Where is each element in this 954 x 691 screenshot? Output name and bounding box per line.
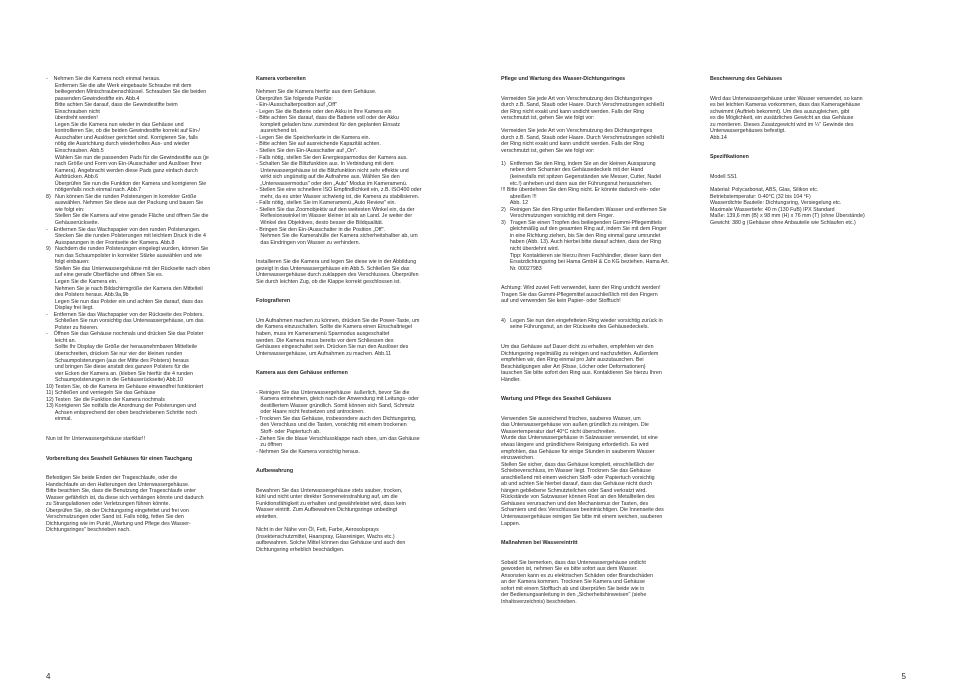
text-line: Einschrauben. Abb.5 [46, 148, 104, 155]
text-line: Inhaltsverzeichnis) beschrieben. [501, 598, 577, 605]
text-line: Vermeiden Sie jede Art von Verschmutzung des Dichtungsringes [501, 95, 653, 102]
text-line: - Falls nötig, stellen Sie den Energiesparmodus der Kamera aus. [256, 154, 408, 161]
page-right [477, 0, 954, 691]
text-line: folgt einbauen: [46, 259, 90, 266]
text-line: einzuweichen. [501, 455, 535, 462]
text-line: 3) Tragen Sie einen Tropfen des beiliegenden Gummi-Pflegemittels [501, 219, 662, 226]
text-line: anschließend mit einem weichen Stoff- oder Papiertuch vorsichtig [501, 474, 655, 481]
text-line: verschmutzt ist, gehen Sie wie folgt vor: [501, 115, 595, 122]
text-line: Nicht in der Nähe von Öl, Fett, Farbe, Aerosolsprays [256, 526, 379, 533]
text-line: - Stellen Sie den Ein-/Ausschalter auf „On". [256, 147, 358, 154]
text-line: - Entfernen Sie das Wachspapier von der Rückseite des Polsters. [46, 311, 204, 318]
text-line: Betriebstemperatur: 0-40°C (32 bis 104 °F) [710, 193, 811, 200]
text-line: hängen gebliebene Schmutzteilchen oder Sand verkratzt wird. [501, 487, 647, 494]
text-line: „Unterwassermodus" oder den „Auto" Modus im Kameramenü. [256, 180, 408, 187]
text-line: in eine Richtung ziehen, bis Sie den Ring einmal ganz umrundet [501, 232, 661, 239]
text-line: Maximale Wassertiefe: 40 m (130 FuB) IPX Standard [710, 206, 835, 213]
text-line: Wurde das Unterwassergehäuse in Salzwasser verwendet, ist eine [501, 435, 658, 442]
text-line: - Bringen Sie den Ein-/Ausschalter in die Position „Off". [256, 226, 385, 233]
text-line: 2) Reinigen Sie den Ring unter fließendem Wasser und entfernen Sie [501, 206, 667, 213]
text-line: auswählen. Nehmen Sie diese aus der Packung und bauen Sie [46, 200, 204, 207]
page-number-left: 4 [46, 672, 51, 681]
text-line: Aufdrücken. Abb.6 [46, 174, 99, 181]
text-line: der Ring nicht exakt und kann undicht werden. Falls der Ring [501, 108, 645, 115]
text-line: Bewahren Sie das Unterwassergehäuse stets sauber, trocken, [256, 487, 403, 494]
section-heading: Kamera aus dem Gehäuse entfernen [256, 370, 348, 377]
text-line: vier Ecken der Kamera an. (kleben Sie hierfür die 4 runden [46, 370, 193, 377]
text-line: kontrollieren Sie, ob die beiden Gewindestifte korrekt auf Ein-/ [46, 128, 200, 135]
text-line: 13) Korrigieren Sie notfalls die Anordnung der Polsterungen und [46, 403, 197, 410]
text-line: - Stellen Sie eine schnellere ISO Empfindlichkeit ein, z.B. ISO400 oder [256, 187, 422, 194]
text-line: Stellen Sie die Kamera auf eine gerade Fläche und öffnen Sie die [46, 213, 209, 220]
text-line: auf und verwenden Sie kein Papier- oder Stofftuch! [501, 298, 621, 305]
text-line: Wasserdichte Bauteile: Dichtungsring, Versiegelung etc. [710, 200, 842, 207]
text-line: Handschlaufe an den Halterungen des Unterwassergehäuse. [46, 481, 190, 488]
text-column-3 [501, 76, 701, 651]
text-line: nötigenfalls noch einmal nach. Abb.7 [46, 187, 142, 194]
text-line: - Stellen Sie das Zoomobjektiv auf den weitesten Winkel ein, da der [256, 206, 415, 213]
text-line: - Ein-/Ausschalterposition auf „Off" [256, 102, 337, 109]
text-line: Verschmutzungen oder Sand ist. Falls nötig, fetten Sie den [46, 514, 184, 521]
text-line: durch z.B. Sand, Staub oder Haare. Durch Verschmutzungen schließt [501, 102, 665, 109]
text-line: eintetten. [256, 513, 278, 520]
text-line: Bitte achten Sie darauf, dass die Gewindestifte beim [46, 102, 178, 109]
text-line: verschmutzt ist, gehen Sie wie folgt vor: [501, 147, 595, 154]
text-line: 10) Testen Sie, ob die Kamera im Gehäuse einwandfrei funktioniert [46, 383, 204, 390]
text-line: 9) Nachdem die runden Polsterungen eingelegt wurden, können Sie [46, 246, 209, 253]
text-line: das Unterwassergehäuse von außen gründlich zu reinigen. Die [501, 422, 649, 429]
text-line: nötig die Ausrichtung durch wiederholtes Aus- und wieder [46, 141, 190, 148]
text-line: nun das Schaumpolster in korrekter Stärke auswählen und wie [46, 252, 202, 259]
text-line: Entfernen Sie die alte Werk eingebaute Schraube mit dem [46, 82, 192, 89]
section-heading: Wartung und Pflege des Seashell Gehäuses [501, 396, 612, 403]
text-line: schwimmt (Auftrieb bekommt). Um dies auszugleichen, gibt [710, 108, 850, 115]
section-heading: Spezifikationen [710, 154, 749, 161]
text-line: wie folgt ein: [46, 206, 85, 213]
text-line: Kamera). Angebracht werden diese Pads ganz einfach durch [46, 167, 198, 174]
text-line: Wird das Unterwassergehäuse unter Wasser verwendet, so kann [710, 95, 863, 102]
text-line: 11) Schließen und verriegeln Sie das Gehäuse [46, 390, 156, 397]
text-line: Tipp: Kontaktieren sie hierzu ihren Fachhändler, dieser kann den [501, 252, 662, 259]
text-line: - Ziehen Sie die blaue Verschlussklappe nach oben, um das Gehäuse [256, 435, 420, 442]
text-line: etc.!) anheben und dann aus der Führungsnut herausziehen. [501, 180, 653, 187]
text-line: Schließen Sie nun vorsichtig das Unterwassergehäuse, um das [46, 318, 204, 325]
text-line: Dichtungsring regelmäßig zu reinigen und nachzufetten. Außerdem [501, 350, 659, 357]
section-heading: Kamera vorbereiten [256, 76, 306, 82]
text-column-4 [710, 76, 910, 651]
text-line: Nehmen Sie die Kamera hierfür aus dem Gehäuse. [256, 89, 377, 96]
text-line: Nun ist Ihr Unterwassergehäuse startklar!! [46, 435, 145, 442]
text-line: Schaumpolsterungen in die Gehäuserückseite) Abb.10 [46, 377, 183, 384]
text-line: Stellen Sie sicher, dass das Gehäuse komplett, einschließlich der [501, 461, 655, 468]
text-line: Abb.14 [710, 134, 727, 141]
text-line: passenden Gewindestifte ein. Abb.4 [46, 95, 140, 102]
text-line: Dichtungsringes" beschrieben nach. [46, 527, 131, 534]
text-line: empfehlen wir, den Ring einmal pro Jahr auszutauschen. Bei [501, 357, 644, 364]
text-line: Gehäuserückseite. [46, 220, 100, 227]
text-line: Überprüfen Sie, ob der Dichtungsring eingefettet und frei von [46, 507, 189, 514]
text-line: Dichtungsring wie im Punkt „Wartung und Pflege des Wasser- [46, 520, 191, 527]
text-line: der Ring nicht exakt und kann undicht werden. Falls der Ring [501, 141, 645, 148]
text-line: Lappen. [501, 520, 521, 527]
text-line: 1) Entfernen Sie den Ring, indem Sie an der kleinen Aussparung [501, 160, 656, 167]
text-line: Unterwassergehäuse reinigen Sie bitte mit einem weichen, sauberen [501, 513, 663, 520]
text-line: aufbewahren. Solche Mittel können das Gehäuse und auch den [256, 540, 406, 547]
text-line: Ersatzdichtungsring bei Hama GmbH & Co KG beziehen. Hama Art. [501, 259, 670, 266]
text-line: Sie durch leichten Zug, ob die Klappe korrekt geschlossen ist. [256, 278, 401, 285]
text-line: einmal. [46, 416, 72, 423]
text-line: Winkel des Objektives, desto besser die Bildqualität. [256, 219, 384, 226]
text-line: Ausschalter und Auslöser gerichtet sind. Korrigieren Sie, falls [46, 134, 198, 141]
text-line: Überprüfen Sie folgende Punkte: [256, 95, 333, 102]
text-line: nach Größe und Form von Ein-/Ausschalter und Auslöser Ihrer [46, 161, 202, 168]
text-line: komplett geladen bzw. zumindest für den geplanten Einsatz [256, 121, 400, 128]
text-line: beiliegenden Minischraubenschlüssel. Schrauben Sie die beiden [46, 89, 207, 96]
text-line: Verschmutzungen vorsichtig mit dem Finger. [501, 213, 615, 220]
text-line: 8) Nun können Sie die runden Polsterungen in korrekter Größe [46, 193, 197, 200]
text-line: Gewicht: 380 g (Gehäuse ohne Anbauteile wie Schlaufen etc.) [710, 219, 856, 226]
text-line: - Bitte achten Sie darauf, dass die Batterie voll oder der Akku [256, 115, 399, 122]
text-line: 4) Legen Sie nun den eingefetteten Ring wieder vorsichtig zurück in [501, 317, 663, 324]
text-line: Gehäuses verursachen und den Mechanismus der Tasten, des [501, 500, 649, 507]
text-line: Achtung: Wird zuviel Fett verwendet, kann der Ring undicht werden! [501, 285, 661, 292]
text-line: Händler. [501, 376, 521, 383]
text-line: Wasser eintritt. Zum Aufbewahren Dichtungsringe unbedingt [256, 507, 398, 514]
text-line: Stellen Sie das Unterwassergehäuse mit der Rückseite nach oben [46, 265, 211, 272]
text-line: neben dem Scharnier des Gehäusedeckels mit der Hand [501, 167, 644, 174]
text-line: sofort mit einem Stofftuch ab und überprüfen Sie beide wie in [501, 585, 645, 592]
text-line: wirkt sich ungünstig auf die Aufnahme aus. Wählen Sie den [256, 174, 400, 181]
text-line: Ansonsten kann es zu elektrischen Schäden oder Brandschäden [501, 572, 653, 579]
text-line: Unterwassergehäuse, um Aufnahmen zu machen. Abb.11 [256, 350, 392, 357]
text-line: es die Möglichkeit, ein zusätzliches Gewicht an das Gehäuse [710, 115, 854, 122]
text-line: gleichmäßig auf den gesamten Ring auf, indem Sie mit dem Finger [501, 226, 667, 233]
text-line: Überprüfen Sie nun die Funktion der Kamera und korrigieren Sie [46, 180, 207, 187]
text-line: der Bedienungsanleitung in den „Sicherheitshinweisen" (siehe [501, 592, 647, 599]
text-line: Tragen Sie das Gummi-Pflegemittel ausschließlich mit den Fingern [501, 291, 658, 298]
text-line: Unterwassergehäuse durch zuklappen des Verschlusses. Überprüfen [256, 272, 419, 279]
text-column-1 [46, 76, 246, 651]
text-line: Befestigen Sie beide Enden der Trageschlaufe, oder die [46, 475, 178, 482]
text-line: Legen Sie die Kamera nun wieder in das Gehäuse und [46, 121, 184, 128]
text-line: haben (Abb. 13). Auch hierbei bitte darauf achten, dass der Ring [501, 239, 661, 246]
text-line: - Öffnen Sie das Gehäuse nochmals und drücken Sie das Polster [46, 331, 204, 338]
text-line: 12) Testen Sie die Funktion der Kamera nochmals [46, 396, 165, 403]
text-line: oder Haare nicht festsetzen und antrocknen. [256, 409, 365, 416]
text-line: - Bitte achten Sie auf ausreichende Kapazität achten. [256, 141, 381, 148]
text-line: Bitte beachten Sie, dass die Benutzung der Trageschlaufe unter [46, 488, 196, 495]
text-line: leicht an. [46, 337, 77, 344]
text-line: seine Führungsnut, an der Rückseite des Gehäusedeckels. [501, 324, 649, 331]
text-line: überschreiten, drücken Sie nur vier der kleinen runden [46, 350, 183, 357]
text-column-2 [256, 76, 456, 651]
text-line: abreißen !!! [501, 193, 537, 200]
text-line: Reflexionswinkel im Wasser kleiner ist als an Land. Je weiter der [256, 213, 413, 220]
text-line: Unterwassergehäuses befestigt. [710, 128, 786, 135]
text-line: zu Strangulationen oder Verletzungen führen könnte. [46, 501, 170, 508]
text-line: Gehäuses eingeschaltet sein. Drücken Sie nun den Auslöser des [256, 344, 409, 351]
text-line: ausreichend ist. [256, 128, 298, 135]
text-line: Einschrauben nicht [46, 108, 100, 115]
text-line: Nehmen Sie die Kamerahülle der Kamera sicherheitshalber ab, um [256, 233, 418, 240]
text-line: an der Kamera kommen. Trocknen Sie Kamera und Gehäuse [501, 579, 645, 586]
text-line: !!! Bitte überdehnen Sie den Ring nicht. Er könnte dadurch ein- oder [501, 187, 661, 194]
text-line: kühl und nicht unter direkter Sonneneinstrahlung auf, um die [256, 494, 398, 501]
text-line: Abb. 12 [501, 200, 529, 207]
text-line: durch z.B. Sand, Staub oder Haare. Durch Verschmutzungen schließt [501, 134, 665, 141]
text-line: empfohlen, das Gehäuse für einige Stunden in sauberem Wasser [501, 448, 655, 455]
section-heading: Maßnahmen bei Wassereintritt [501, 540, 578, 547]
text-line: - Falls nötig, stellen Sie im Kameramenü „Auto Review" ein. [256, 200, 396, 207]
text-line: Vermeiden Sie jede Art von Verschmutzung des Dichtungsringes [501, 128, 653, 135]
section-heading: Pflege und Wartung des Wasser-Dichtungsringes [501, 76, 626, 82]
text-line: Verwenden Sie ausreichend frisches, sauberes Wasser, um [501, 415, 641, 422]
text-line: werden. Die Kamera muss bereits vor dem Schliessen des [256, 337, 394, 344]
text-line: Nehmen Sie je nach Bildschirmgröße der Kamera den Mittelteil [46, 285, 203, 292]
text-line: Sobald Sie bemerken, dass das Unterwassergehäuse undicht [501, 559, 646, 566]
section-heading: Beschwerung des Gehäuses [710, 76, 783, 82]
text-line: Installieren Sie die Kamera und legen Sie diese wie in der Abbildung [256, 259, 417, 266]
text-line: Schaumpolsterungen (aus der Mitte des Polsters) heraus [46, 357, 189, 364]
text-line: ab und achten Sie hierbei darauf, dass das Gehäuse nicht durch [501, 481, 653, 488]
text-line: - Reinigen Sie das Unterwassergehäuse äußerlich, bevor Sie die [256, 389, 410, 396]
text-line: Legen Sie die Kamera ein. [46, 278, 118, 285]
text-line: den Verschluss und die Tasten, vorsichtig mit einem trockenen [256, 422, 407, 429]
text-line: Display frei liegt. [46, 305, 94, 312]
text-line: gezeigt in das Unterwassergehäuse ein Abb.5. Schließen Sie das [256, 265, 410, 272]
text-line: Funktionsfähigkeit zu erhalten und gewährleistet wird, dass kein [256, 500, 406, 507]
text-line: das Eindringen von Wasser zu verhindern. [256, 239, 361, 246]
text-line: - Nehmen Sie die Kamera vorsichtig heraus. [256, 448, 360, 455]
text-line: Um das Gehäuse auf Dauer dicht zu erhalten, empfehlen wir den [501, 343, 654, 350]
text-line: zu öffnen [256, 442, 283, 449]
text-line: Aussparungen in der Frontseite der Kamera. Abb.8 [46, 239, 175, 246]
text-line: geworden ist, nehmen Sie es bitte sofort aus dem Wasser. [501, 566, 638, 573]
text-line: Nr. 00027983 [501, 265, 542, 272]
text-line: Material: Polycarbonat, ABS, Glas, Silikon etc. [710, 186, 819, 193]
section-heading: Fotografieren [256, 298, 291, 305]
text-line: - Trocknen Sie das Gehäuse, insbesondere auch den Dichtungsring, [256, 415, 417, 422]
text-line: des Polsters heraus. Abb.9a,9b [46, 292, 129, 299]
text-line: Wählen Sie nun die passenden Pads für die Gewindestifte aus (je [46, 154, 209, 161]
text-line: Unterwassergehäuse ist die Blitzfunktion nicht sehr effektiv und [256, 167, 409, 174]
text-line: zu montieren. Dieses Zusatzgewicht wird im ¼" Gewinde des [710, 121, 854, 128]
text-line: Stecken Sie die runden Polsterungen mit leichtem Druck in die 4 [46, 233, 206, 240]
page-number-right: 5 [901, 672, 906, 681]
text-line: Rückstände von Salzwasser können Rost an den Metallteilen des [501, 494, 655, 501]
text-line: und bringen Sie diese anstatt des ganzen Polsters für die [46, 364, 190, 371]
text-line: Beschädigungen aller Art (Risse, Löcher oder Deformationen) [501, 363, 646, 370]
text-line: Schiebeverschluss, im Wasser liegt. Trocknen Sie das Gehäuse [501, 468, 651, 475]
text-line: - Legen Sie die Speicherkarte in die Kamera ein. [256, 134, 370, 141]
text-line: Dichtungsring erheblich beschädigen. [256, 546, 345, 553]
text-line: Maße: 139,6 mm (B) x 98 mm (H) x 76 mm (T) (ohne Überstände) [710, 213, 865, 220]
text-line: Achsen entsprechend der oben beschriebenen Schritte noch [46, 409, 198, 416]
text-line: - Legen Sie die Batterie oder den Akku in Ihre Kamera ein [256, 108, 392, 115]
text-line: (keinesfalls mit spitzen Gegenständen wie Messer, Cutter, Nadel [501, 174, 662, 181]
text-line: Legen Sie nun das Polster ein und achten Sie darauf, dass das [46, 298, 203, 305]
text-line: Um Aufnahmen machen zu können, drücken Sie die Power-Taste, um [256, 317, 420, 324]
text-line: auf eine gerade Oberfläche und öffnen Sie es. [46, 272, 164, 279]
text-line: etwas längere und gründlichere Reinigung erforderlich. Es wird [501, 441, 649, 448]
text-line: - Schalten Sie die Blitzfunktion aus. In Verbindung mit dem [256, 161, 394, 168]
text-line: es bei leichten Kameras vorkommen, dass das Kameragehäuse [710, 102, 861, 109]
text-line: destilliertem Wasser gründlich. Somit können sich Sand, Schmutz [256, 402, 415, 409]
text-line: tauschen Sie bitte sofort den Ring aus. Kontaktieren Sie hierzu Ihren [501, 370, 662, 377]
text-line: Sollte Ihr Display die Größe der herausnehmbaren Mittelteile [46, 344, 198, 351]
text-line: Kamera entnehmen, gleich nach der Anwendung mit Leitungs- oder [256, 396, 419, 403]
text-line: Polster zu fixieren. [46, 324, 99, 331]
text-line: überdreht werden! [46, 115, 98, 122]
text-line: Stoff- oder Papiertuch ab. [256, 429, 321, 436]
text-line: haben, muss im Kameramenü Sparmodus ausgeschaltet [256, 331, 390, 337]
text-line: - Entfernen Sie das Wachspapier von den runden Polsterungen. [46, 226, 201, 233]
section-heading: Aufbewahrung [256, 468, 294, 475]
text-line: Scharniers und des Verschlusses beeinträchtigen. Die Innenseite des [501, 507, 664, 514]
text-line: - Nehmen Sie die Kamera noch einmal heraus. [46, 76, 161, 82]
text-line: Modell SS1 [710, 173, 738, 180]
section-heading: Vorbereitung des Seashell Gehäuses für einen Tauchgang [46, 455, 193, 462]
text-line: die Kamera einzuschalten. Sollte die Kamera einen Einschaltriegel [256, 324, 413, 331]
text-line: mehr, da es unter Wasser schwierig ist, die Kamera zu stabilisieren. [256, 193, 420, 200]
text-line: (Insektenschutzmittel, Haarspray, Glasreiniger, Wachs etc.) [256, 533, 395, 540]
text-line: Wassertemperatur darf 40°C nicht überschreiten. [501, 428, 616, 435]
text-line: nicht überdehnt wird. [501, 246, 560, 253]
text-line: Wasser gefährlich ist, da diese sich verhängen könnte und dadurch [46, 494, 204, 501]
